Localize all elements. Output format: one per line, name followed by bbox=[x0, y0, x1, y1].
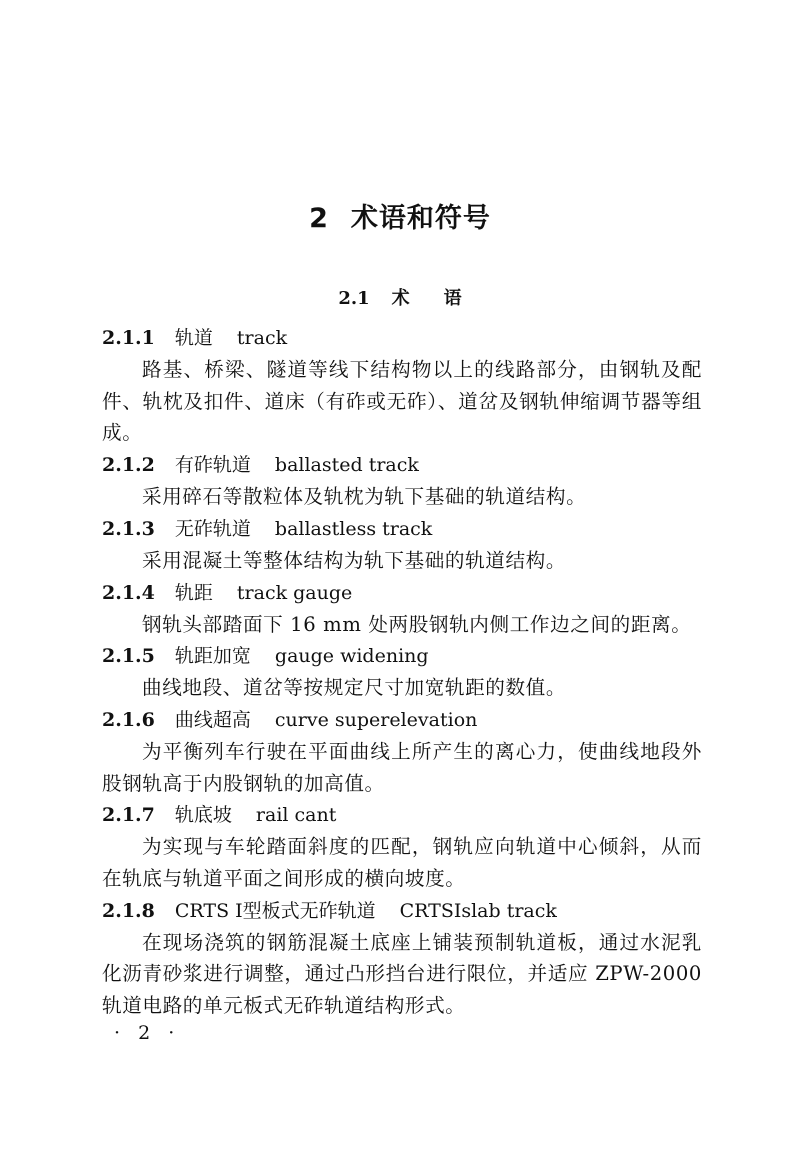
section-title-char-1: 术 bbox=[391, 288, 410, 309]
term-heading bbox=[102, 640, 702, 672]
term-english: track gauge bbox=[236, 581, 353, 604]
page-number: · 2 · bbox=[114, 1022, 181, 1044]
term-english: ballasted track bbox=[274, 454, 419, 477]
term-definition: 采用混凝土等整体结构为轨下基础的轨道结构。 bbox=[142, 548, 567, 572]
term-heading bbox=[102, 704, 702, 736]
chapter-title bbox=[0, 196, 800, 235]
term-chinese: 轨距 bbox=[174, 581, 213, 604]
term-number: 2.1.1 bbox=[102, 327, 155, 349]
term-english: ballastless track bbox=[274, 517, 433, 540]
term-chinese: CRTS Ⅰ型板式无砟轨道 bbox=[174, 899, 376, 922]
section-title-char-2: 语 bbox=[443, 288, 462, 309]
term-heading bbox=[102, 895, 702, 927]
term-heading bbox=[102, 449, 702, 481]
term-number: 2.1.3 bbox=[102, 517, 155, 540]
term-english: gauge widening bbox=[274, 645, 429, 668]
term-definition: 路基、桥梁、隧道等线下结构物以上的线路部分，由钢轨及配件、轨枕及扣件、道床（有砟或无砟）、道岔及钢轨伸缩调节器等组成。 bbox=[102, 358, 702, 445]
section-title bbox=[0, 284, 800, 310]
term-heading bbox=[102, 799, 702, 831]
term-definition: 钢轨头部踏面下 16 mm 处两股钢轨内侧工作边之间的距离。 bbox=[142, 612, 692, 636]
term-heading bbox=[102, 322, 702, 354]
term-chinese: 无砟轨道 bbox=[174, 517, 251, 540]
term-number: 2.1.5 bbox=[102, 645, 155, 668]
term-number: 2.1.2 bbox=[102, 454, 155, 477]
term-number: 2.1.7 bbox=[102, 804, 155, 827]
term-number: 2.1.8 bbox=[102, 899, 155, 922]
term-english: curve superelevation bbox=[274, 708, 478, 731]
term-definition: 在现场浇筑的钢筋混凝土底座上铺装预制轨道板，通过水泥乳化沥青砂浆进行调整，通过凸形挡台进行限位，并适应 ZPW-2000 轨道电路的单元板式无砟轨道结构形式。 bbox=[102, 930, 702, 1018]
chapter-number: 2 bbox=[309, 203, 329, 234]
term-definition: 为平衡列车行驶在平面曲线上所产生的离心力，使曲线地段外股钢轨高于内股钢轨的加高值。 bbox=[102, 739, 702, 795]
term-english: rail cant bbox=[255, 804, 337, 827]
term-chinese: 轨距加宽 bbox=[174, 645, 251, 668]
term-chinese: 轨底坡 bbox=[174, 804, 232, 827]
term-chinese: 有砟轨道 bbox=[174, 454, 251, 477]
term-number: 2.1.6 bbox=[102, 708, 155, 731]
term-english: track bbox=[236, 327, 288, 349]
term-english: CRTSⅠslab track bbox=[399, 899, 557, 922]
term-definition: 曲线地段、道岔等按规定尺寸加宽轨距的数值。 bbox=[142, 676, 567, 700]
term-definition: 采用碎石等散粒体及轨枕为轨下基础的轨道结构。 bbox=[142, 485, 587, 509]
terms-list bbox=[102, 322, 702, 1022]
term-chinese: 曲线超高 bbox=[174, 708, 251, 731]
term-number: 2.1.4 bbox=[102, 581, 155, 604]
term-chinese: 轨道 bbox=[174, 327, 213, 349]
term-heading bbox=[102, 577, 702, 609]
section-number: 2.1 bbox=[338, 288, 370, 309]
chapter-title-text: 术语和符号 bbox=[350, 203, 491, 234]
term-definition: 为实现与车轮踏面斜度的匹配，钢轨应向轨道中心倾斜，从而在轨底与轨道平面之间形成的横向坡度。 bbox=[102, 835, 702, 891]
term-heading bbox=[102, 513, 702, 545]
